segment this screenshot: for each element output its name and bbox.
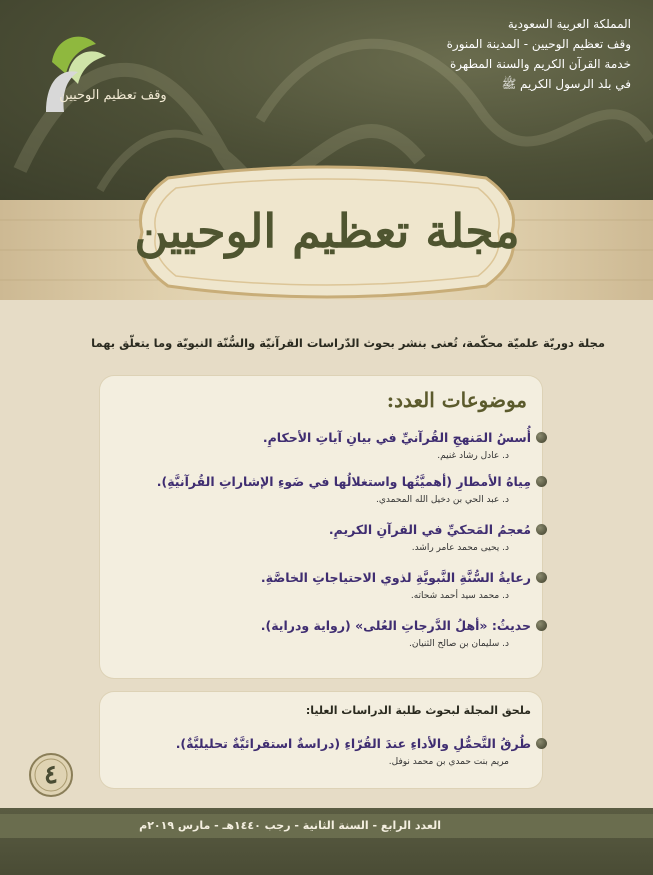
org-line-service: خدمة القرآن الكريم والسنة المطهرة: [450, 57, 631, 71]
bullet-icon: [536, 738, 547, 749]
bullet-icon: [536, 524, 547, 535]
article-author: د. يحيى محمد عامر راشد.: [411, 543, 509, 553]
article-title: حديثُ: «أهلُ الدَّرجاتِ العُلى» (رواية ودراية).: [260, 618, 531, 633]
supplement-author: مريم بنت حمدي بن محمد نوفل.: [388, 757, 509, 767]
journal-title: مجلة تعظيم الوحيين: [134, 204, 520, 258]
contents-item: [111, 430, 531, 461]
article-title: مُعجمُ المَحكيِّ في القرآنِ الكريمِ.: [328, 522, 531, 537]
journal-tagline: مجلة دوريّة علميّة محكّمة، تُعنى بنشر بحوث الدّراسات القرآنيّة والسُّنّة النبويّة وما يتعلّق بهما: [91, 336, 605, 350]
supplement-item: [111, 736, 531, 767]
issue-number: ٤: [44, 760, 58, 790]
bullet-icon: [536, 476, 547, 487]
leaf-logo-icon: [26, 22, 166, 122]
issue-info: العدد الرابع - السنة الثانية - رجب ١٤٤٠هـ - مارس ٢٠١٩م: [139, 819, 441, 832]
article-title: أُسسُ المَنهجِ القُرآنيِّ في بيانِ آياتِ الأحكامِ.: [262, 430, 531, 445]
contents-item: [111, 474, 531, 505]
organization-block: [271, 14, 631, 94]
org-line-city: في بلد الرسول الكريم ﷺ: [501, 77, 631, 91]
article-author: د. عبد الحي بن دخيل الله المحمدي.: [376, 495, 509, 505]
article-author: د. محمد سيد أحمد شحاته.: [410, 591, 509, 601]
article-author: د. سليمان بن صالح الثنيان.: [409, 639, 509, 649]
article-title: رعايةُ السُّنَّةِ النَّبويَّةِ لذوي الاحتياجاتِ الخاصَّةِ.: [260, 570, 531, 585]
bullet-icon: [536, 620, 547, 631]
article-title: مِياهُ الأمطارِ (أهميَّتُها واستغلالُها في ضَوءِ الإشاراتِ القُرآنيَّةِ).: [156, 474, 531, 489]
contents-heading: موضوعات العدد:: [386, 388, 527, 412]
article-author: د. عادل رشاد غنيم.: [437, 451, 509, 461]
bullet-icon: [536, 432, 547, 443]
supplement-title: طُرقُ التَّحمُّلِ والأداءِ عندَ القُرّاءِ (دراسةٌ استقرائيَّةٌ تحليليَّةٌ).: [175, 736, 531, 751]
logo-text: وقف تعظيم الوحيين: [59, 88, 167, 103]
bullet-icon: [536, 572, 547, 583]
contents-item: [111, 618, 531, 649]
contents-item: [111, 570, 531, 601]
contents-item: [111, 522, 531, 553]
org-line-waqf: وقف تعظيم الوحيين - المدينة المنورة: [446, 37, 631, 51]
supplement-heading: ملحق المجلة لبحوث طلبة الدراسات العليا:: [305, 704, 531, 717]
org-line-country: المملكة العربية السعودية: [507, 17, 631, 31]
